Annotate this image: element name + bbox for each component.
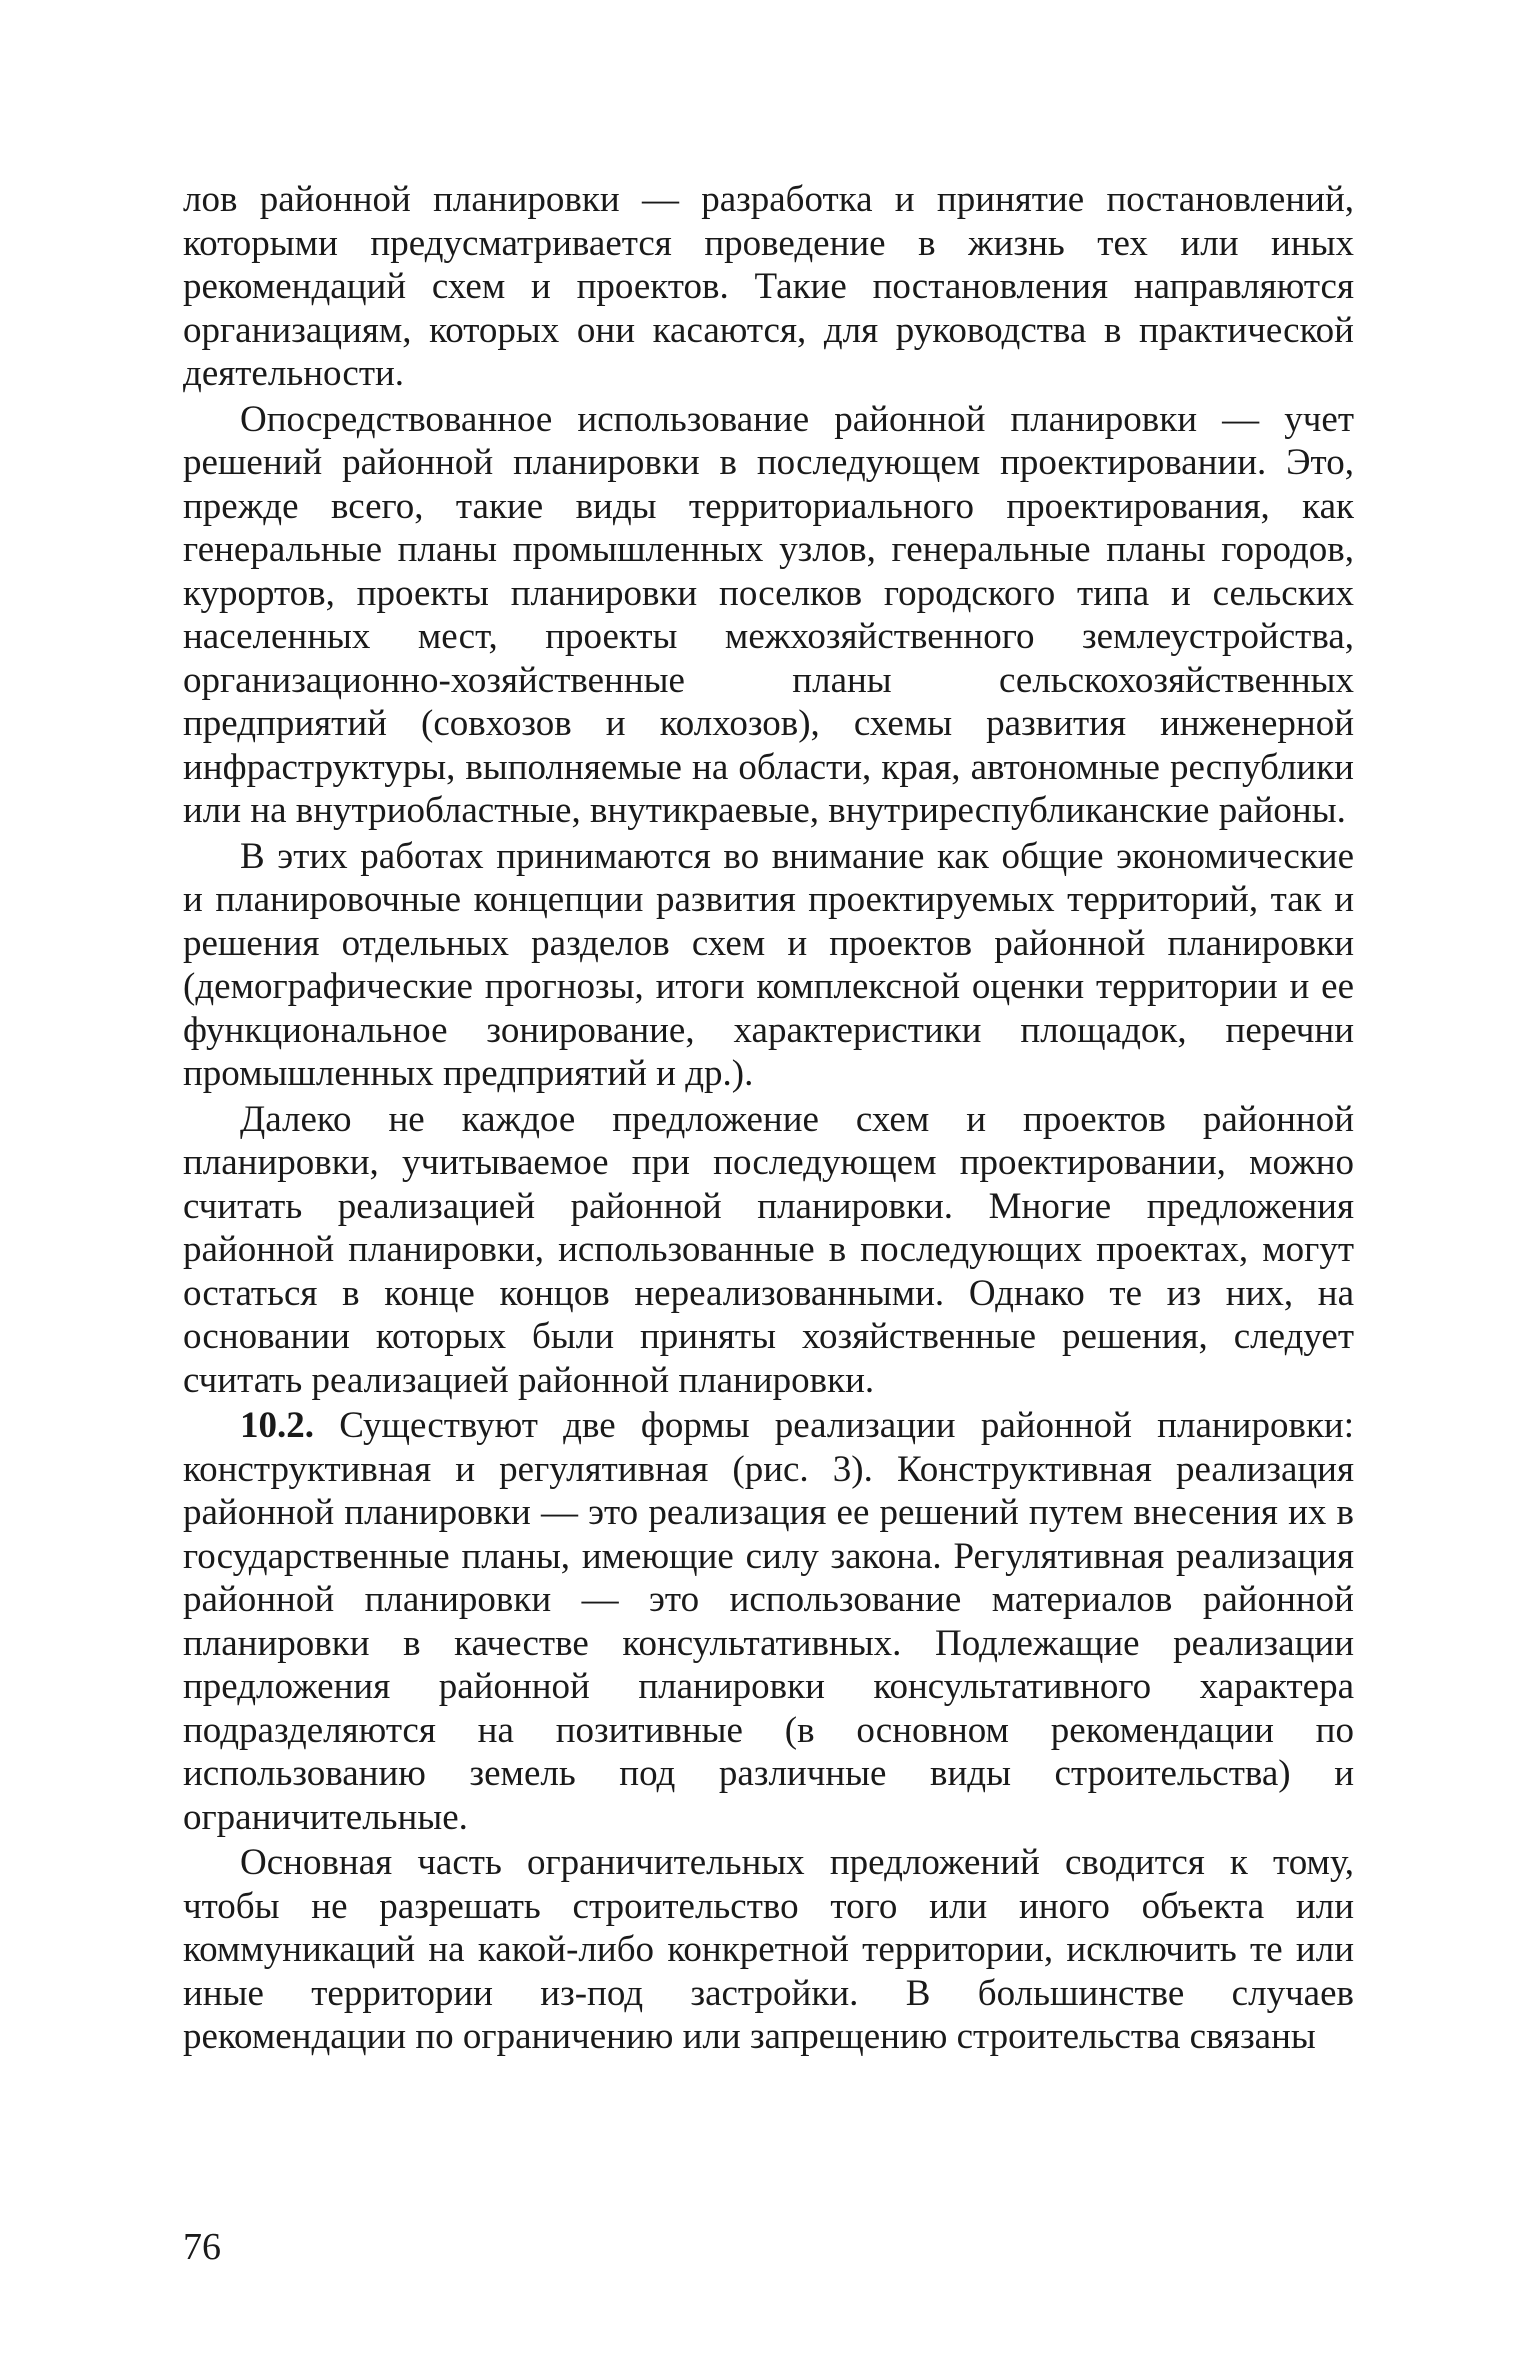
paragraph-3: В этих работах принимаются во внимание как общие экономические и планировочные концепции развития проектируемых территорий, так и решения отдельных разделов схем и проектов районной планировки (демографические прогнозы, итоги комплексной оценки территории и ее функциональное зонирование, характеристики площадок, перечни промышленных предприятий и др.).	[183, 835, 1354, 1094]
section-number: 10.2.	[240, 1405, 314, 1446]
paragraph-4: Далеко не каждое предложение схем и проектов районной планировки, учитываемое при последующем проектировании, можно считать реализацией районной планировки. Многие предложения районной планировки, использованные в последующих проектах, могут остаться в конце концов нереализованными. Однако те из них, на основании которых были приняты хозяйственные решения, следует считать реализацией районной планировки.	[183, 1098, 1354, 1401]
paragraph-5-text: Существуют две формы реализации районной планировки: конструктивная и регулятивная (рис. 3). Конструктивная реализация районной планировки — это реализация ее решений путем внесения их в государственные планы, имеющие силу закона. Регулятивная реализация районной планировки — это использование материалов районной планировки в качестве консультативных. Подлежащие реализации предложения районной планировки консультативного характера подразделяются на позитивные (в основном рекомендации по использованию земель под различные виды строительства) и ограничительные.	[183, 1405, 1354, 1838]
paragraph-5	[183, 1404, 1354, 1839]
paragraph-6: Основная часть ограничительных предложений сводится к тому, чтобы не разрешать строительство того или иного объекта или коммуникаций на какой-либо конкретной территории, исключить те или иные территории из-под застройки. В большинстве случаев рекомендации по ограничению или запрещению строительства связаны	[183, 1842, 1354, 2057]
book-page	[183, 178, 1354, 2328]
page-number: 76	[183, 2226, 221, 2268]
paragraph-2: Опосредствованное использование районной планировки — учет решений районной планировки в последующем проектировании. Это, прежде всего, такие виды территориального проектирования, как генеральные планы промышленных узлов, генеральные планы городов, курортов, проекты планировки поселков городского типа и сельских населенных мест, проекты межхозяйственного землеустройства, организационно-хозяйственные планы сельскохозяйственных предприятий (совхозов и колхозов), схемы развития инженерной инфраструктуры, выполняемые на области, края, автономные республики или на внутриобластные, внутикраевые, внутриреспубликанские районы.	[183, 398, 1354, 831]
paragraph-1: лов районной планировки — разработка и принятие постановлений, которыми предусматривается проведение в жизнь тех или иных рекомендаций схем и проектов. Такие постановления направляются организациям, которых они касаются, для руководства в практической деятельности.	[183, 179, 1354, 394]
